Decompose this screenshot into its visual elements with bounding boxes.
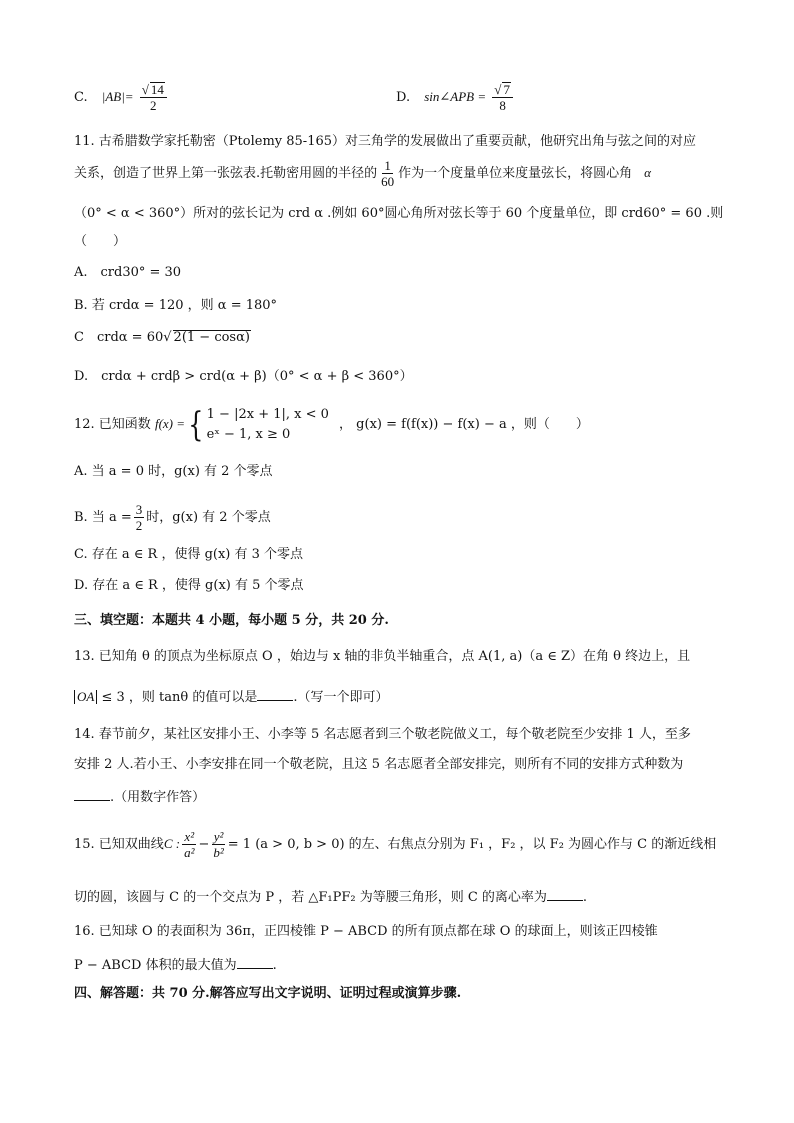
q11-option-b: B. 若 crdα = 120 ，则 α = 180° [74, 298, 278, 313]
q12-option-b [74, 500, 271, 536]
text: ， g(x) = f(f(x)) − f(x) − a ，则（ ） [339, 417, 589, 432]
text: 切的圆，该圆与 C 的一个交点为 P ，若 △F₁PF₂ 为等腰三角形，则 C 的离心率为 [74, 890, 547, 905]
radicand: 2(1 − cosα) [173, 330, 250, 345]
option-lhs: |AB|= [101, 89, 134, 104]
q16-line1: 16. 已知球 O 的表面积为 36π，正四棱锥 P − ABCD 的所有顶点都在球 O 的球面上，则该正四棱锥 [74, 924, 658, 939]
text: 12. 已知函数 [74, 417, 151, 432]
text: P − ABCD 体积的最大值为 [74, 958, 237, 973]
text: 作为一个度量单位来度量弦长，将圆心角 [398, 166, 633, 181]
text: .（用数字作答） [110, 790, 206, 805]
alpha-symbol: α [644, 165, 651, 180]
text: = 1 (a > 0, b > 0) 的左、右焦点分别为 F₁ ，F₂ ，以 F₂ 为圆心作与 C 的渐近线相 [227, 837, 717, 852]
fraction-y [211, 829, 225, 860]
answer-blank [237, 954, 273, 969]
q12-option-d: D. 存在 a ∈ R ，使得 g(x) 有 5 个零点 [74, 578, 304, 593]
q14-line3 [74, 786, 205, 808]
q15-line1: 15. 已知双曲线C : $\frac{\text{x²}}{\text{a²}}$ − $\frac{\text{y²}}{\text{b²}}$ = 1 (a > 0, b > 0) 的左、右焦点分别为 F₁ ，F₂ ，以 F₂ 为圆心作与 C 的渐近线相 [74, 829, 717, 860]
q12-option-a: A. 当 a = 0 时，g(x) 有 2 个零点 [74, 464, 273, 479]
answer-blank [547, 886, 583, 901]
q11-option-c: C crdα = 60√ 2(1 − cosα) [74, 330, 250, 345]
q12-stem: 12. 已知函数 f(x) ={ 1 − |2x + 1|, x < 0 eˣ − 1, x ≥ 0 ， g(x) = f(f(x)) − f(x) − a ，则（ ） [74, 404, 589, 445]
radicand: 7 [503, 82, 510, 97]
denominator: 60 [381, 174, 395, 189]
option-label: C. [74, 90, 88, 105]
text: 关系，创造了世界上第一张弦表.托勒密用圆的半径的 [74, 166, 378, 181]
q11-answer-paren: （ ） [74, 234, 127, 249]
numerator: 1 [384, 158, 391, 173]
text: 时，g(x) 有 2 个零点 [146, 510, 271, 525]
fraction [379, 158, 396, 189]
q11-option-d: D. crdα + crdβ > crd(α + β)（0° < α + β < 360°） [74, 369, 413, 384]
fraction [134, 502, 145, 533]
case-1: 1 − |2x + 1|, x < 0 [206, 406, 329, 422]
answer-blank [74, 786, 110, 801]
answer-blank [257, 686, 293, 701]
text: C crdα = 60 [74, 330, 164, 345]
text: ≤ 3 ，则 tanθ 的值可以是 [101, 690, 258, 705]
q14-line1: 14. 春节前夕，某社区安排小王、小李等 5 名志愿者到三个敬老院做义工，每个敬老院至少安排 1 人，至多 [74, 727, 691, 742]
q10-option-c [74, 82, 169, 113]
q11-option-a: A. crd30° = 30 [74, 265, 182, 280]
function-lhs: f(x) = [154, 416, 186, 431]
denominator: 2 [150, 98, 157, 113]
text: . [582, 890, 588, 905]
numerator: 3 [135, 502, 143, 517]
text: B. 当 a = [74, 510, 132, 525]
text: 15. 已知双曲线 [74, 837, 164, 852]
denominator: a² [184, 845, 195, 860]
section-4-heading: 四、解答题：共 70 分.解答应写出文字说明、证明过程或演算步骤. [74, 986, 462, 1001]
q16-line2 [74, 954, 277, 976]
text: .（写一个即可） [293, 690, 389, 705]
denominator: 8 [499, 98, 506, 113]
case-2: eˣ − 1, x ≥ 0 [206, 426, 291, 442]
numerator: x² [184, 829, 195, 844]
numerator: y² [213, 829, 224, 844]
curve-name: C : [163, 836, 181, 851]
denominator: 2 [135, 518, 143, 533]
option-lhs: sin∠APB = [424, 89, 487, 104]
q11-stem-line1: 11. 古希腊数学家托勒密（Ptolemy 85-165）对三角学的发展做出了重要贡献，他研究出角与弦之间的对应 [74, 134, 697, 149]
q13-line1: 13. 已知角 θ 的顶点为坐标原点 O ，始边与 x 轴的非负半轴重合，点 A(1, a)（a ∈ Z）在角 θ 终边上，且 [74, 649, 691, 664]
q14-line2: 安排 2 人.若小王、小李安排在同一个敬老院，且这 5 名志愿者全部安排完，则所有不同的安排方式种数为 [74, 757, 684, 772]
abs-oa: OA [74, 690, 97, 704]
text: . [272, 958, 277, 973]
q15-line2 [74, 886, 587, 908]
option-label: D. [396, 90, 411, 105]
q10-option-d [396, 82, 515, 113]
radicand: 14 [150, 82, 164, 97]
section-3-heading: 三、填空题：本题共 4 小题，每小题 5 分，共 20 分. [74, 613, 389, 628]
piecewise-cases [207, 405, 329, 445]
q12-option-c: C. 存在 a ∈ R ，使得 g(x) 有 3 个零点 [74, 547, 304, 562]
q11-stem-line2 [74, 158, 651, 189]
fraction: $\frac{√ 14}{2}$ [140, 82, 167, 113]
q13-line2 [74, 686, 389, 708]
fraction-x [182, 829, 196, 860]
denominator: b² [213, 845, 224, 860]
q11-stem-line3: （0° < α < 360°）所对的弦长记为 crd α .例如 60°圆心角所对弦长等于 60 个度量单位，即 crd60° = 60 .则 [74, 206, 724, 221]
fraction: $\frac{√ 7}{8}$ [492, 82, 513, 113]
